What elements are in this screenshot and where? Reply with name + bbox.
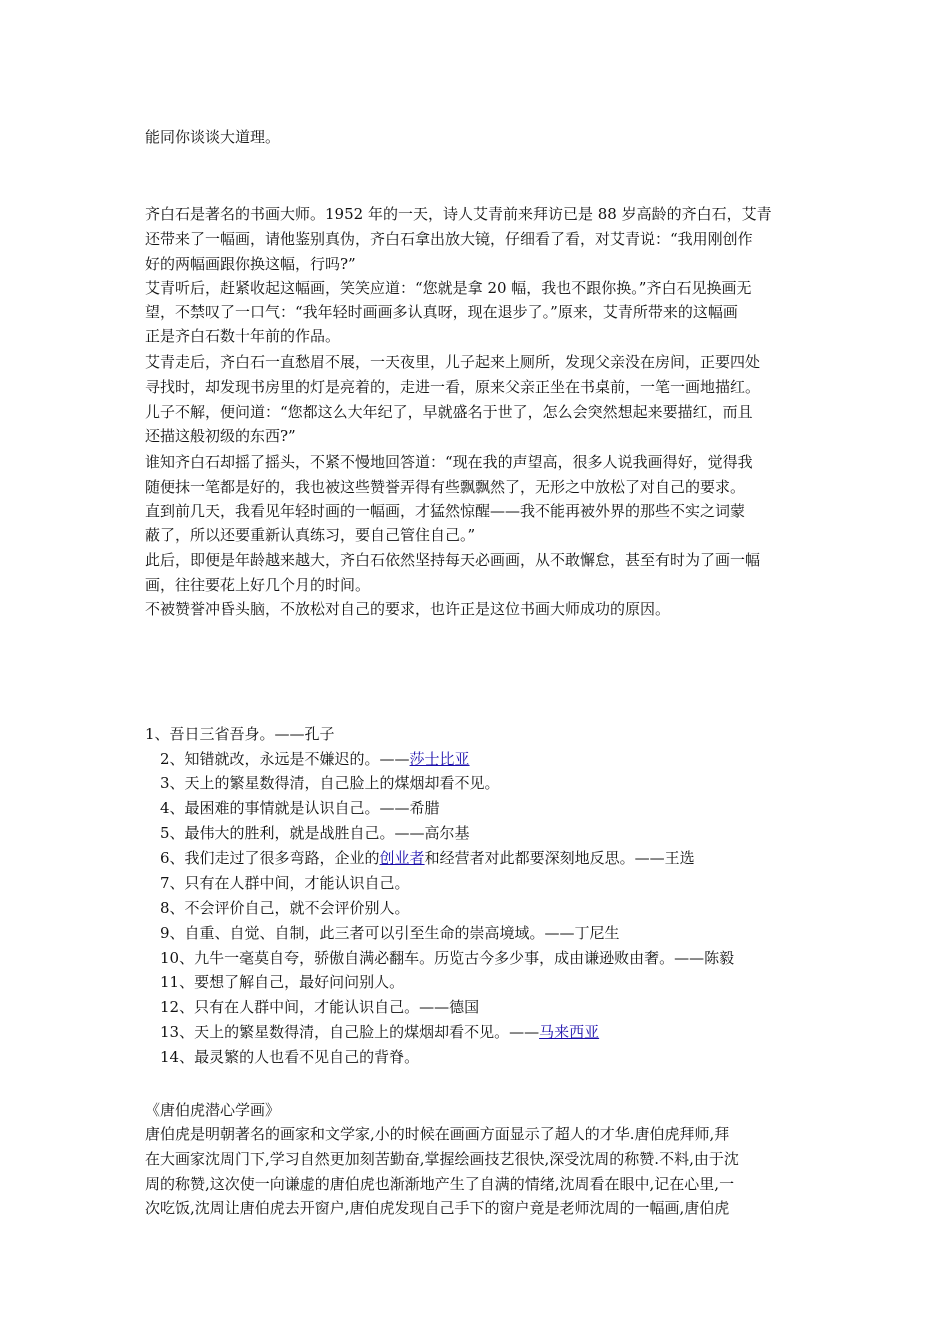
list-item [145,722,335,746]
list-item [160,871,410,895]
quote-text: 10、九牛一毫莫自夸，骄傲自满必翻车。历览古今多少事，成由谦逊败由奢。——陈毅 [160,949,735,967]
story1-line: 不被赞誉冲昏头脑，不放松对自己的要求，也许正是这位书画大师成功的原因。 [145,600,671,618]
list-item [160,896,410,920]
list-item [160,1020,599,1044]
quote-text: 11、要想了解自己，最好问问别人。 [160,973,405,991]
story1-line: 画，往往要花上好几个月的时间。 [145,576,371,594]
list-item [160,1045,419,1069]
list-item [160,846,695,870]
story1-line: 艾青听后，赶紧收起这幅画，笑笑应道：“您就是拿 20 幅，我也不跟你换。”齐白石见换画无 [145,279,752,297]
link-malaysia[interactable]: 马来西亚 [539,1023,600,1041]
link-entrepreneur[interactable]: 创业者 [379,849,425,867]
list-item [160,946,734,970]
story1-line: 此后，即便是年龄越来越大，齐白石依然坚持每天必画画，从不敢懈怠，甚至有时为了画一幅 [145,551,761,569]
story1-line: 还描这般初级的东西?” [145,427,296,445]
quote-text: 14、最灵繁的人也看不见自己的背脊。 [160,1048,420,1066]
story1-line: 还带来了一幅画，请他鉴别真伪，齐白石拿出放大镜，仔细看了看，对艾青说：“我用刚创作 [145,230,753,248]
quote-text: 9、自重、自觉、自制，此三者可以引至生命的崇高境域。——丁尼生 [160,924,620,942]
story1-line: 正是齐白石数十年前的作品。 [145,327,341,345]
story1-line: 艾青走后，齐白石一直愁眉不展，一天夜里，儿子起来上厕所，发现父亲没在房间，正要四处 [145,353,761,371]
quote-text: 6、我们走过了很多弯路，企业的 [160,849,380,867]
story1-line: 寻找时，却发现书房里的灯是亮着的，走进一看，原来父亲正坐在书桌前，一笔一画地描红。 [145,378,761,396]
quote-text: 13、天上的繁星数得清，自己脸上的煤烟却看不见。—— [160,1023,540,1041]
list-item [160,821,470,845]
quote-text: 5、最伟大的胜利，就是战胜自己。——高尔基 [160,824,470,842]
quote-text: 12、只有在人群中间，才能认识自己。——德国 [160,998,480,1016]
story1-line: 谁知齐白石却摇了摇头，不紧不慢地回答道：“现在我的声望高，很多人说我画得好，觉得我 [145,453,753,471]
story1-line: 望，不禁叹了一口气：“我年轻时画画多认真呀，现在退步了。”原来，艾青所带来的这幅画 [145,303,738,321]
link-shakespeare[interactable]: 莎士比亚 [409,750,470,768]
quote-text: 4、最困难的事情就是认识自己。——希腊 [160,799,440,817]
story2-line: 周的称赞,这次使一向谦虚的唐伯虎也渐渐地产生了自满的情绪,沈周看在眼中,记在心里,一 [145,1175,735,1193]
story2-line: 次吃饭,沈周让唐伯虎去开窗户,唐伯虎发现自己手下的窗户竟是老师沈周的一幅画,唐伯虎 [145,1199,730,1217]
list-item [160,747,470,771]
quote-text: 3、天上的繁星数得清，自己脸上的煤烟却看不见。 [160,774,500,792]
quote-text: 2、知错就改，永远是不嫌迟的。—— [160,750,410,768]
quote-text: 和经营者对此都要深刻地反思。——王选 [424,849,695,867]
story2-title: 《唐伯虎潜心学画》 [145,1101,281,1119]
story1-line: 直到前几天，我看见年轻时画的一幅画，才猛然惊醒——我不能再被外界的那些不实之词蒙 [145,502,746,520]
list-item [160,796,440,820]
list-item [160,970,404,994]
story1-line: 好的两幅画跟你换这幅，行吗?” [145,255,356,273]
list-item [160,995,479,1019]
quote-text: 1、吾日三省吾身。——孔子 [145,725,335,743]
story1-line: 蔽了，所以还要重新认真练习，要自己管住自己。” [145,526,476,544]
story2-line: 唐伯虎是明朝著名的画家和文学家,小的时候在画画方面显示了超人的才华.唐伯虎拜师,拜 [145,1125,730,1143]
intro-line: 能同你谈谈大道理。 [145,128,281,146]
quote-text: 7、只有在人群中间，才能认识自己。 [160,874,410,892]
story1-line: 齐白石是著名的书画大师。1952 年的一天，诗人艾青前来拜访已是 88 岁高龄的齐白石，艾青 [145,205,772,223]
story1-line: 儿子不解，便问道：“您都这么大年纪了，早就盛名于世了，怎么会突然想起来要描红，而且 [145,403,753,421]
story2-line: 在大画家沈周门下,学习自然更加刻苦勤奋,掌握绘画技艺很快,深受沈周的称赞.不料,由于沈 [145,1150,739,1168]
list-item [160,921,620,945]
list-item [160,771,500,795]
story1-line: 随便抹一笔都是好的，我也被这些赞誉弄得有些飘飘然了，无形之中放松了对自己的要求。 [145,478,746,496]
quote-text: 8、不会评价自己，就不会评价别人。 [160,899,410,917]
